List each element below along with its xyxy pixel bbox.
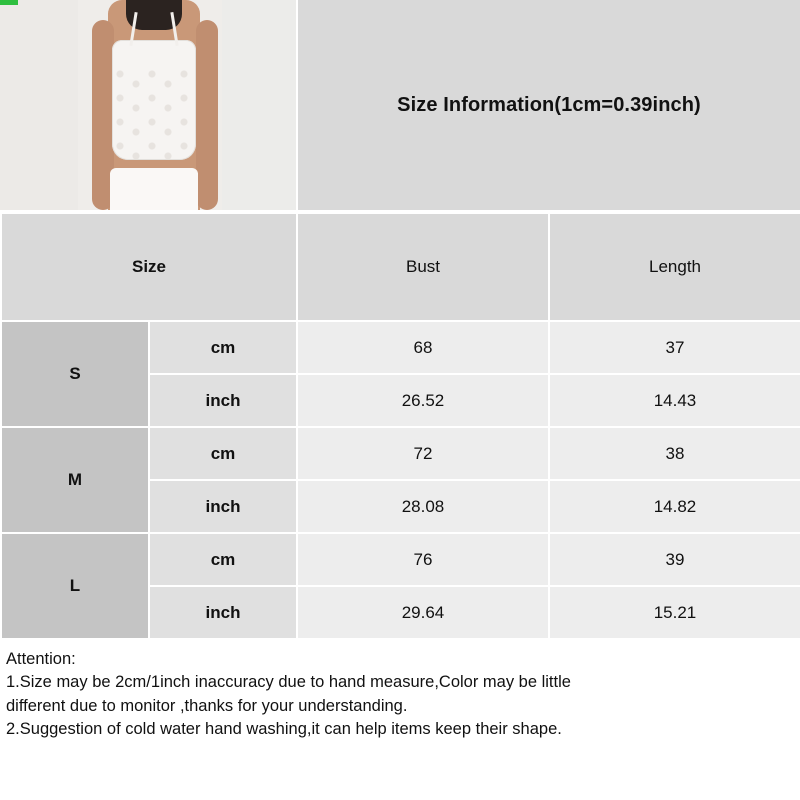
- unit-inch: inch: [149, 480, 297, 533]
- model-right-arm: [196, 20, 218, 210]
- header-size: Size: [1, 213, 297, 321]
- length-inch-m: 14.82: [549, 480, 800, 533]
- table-row: [1, 533, 800, 586]
- header-bust: Bust: [297, 213, 549, 321]
- header-length: Length: [549, 213, 800, 321]
- bust-cm-s: 68: [297, 321, 549, 374]
- bust-cm-m: 72: [297, 427, 549, 480]
- garment-camisole: [112, 40, 196, 160]
- page-title: Size Information(1cm=0.39inch): [397, 93, 701, 116]
- unit-cm: cm: [149, 427, 297, 480]
- garment-skirt: [110, 168, 198, 210]
- bust-cm-l: 76: [297, 533, 549, 586]
- attention-line-3: 2.Suggestion of cold water hand washing,it can help items keep their shape.: [6, 720, 562, 739]
- length-inch-l: 15.21: [549, 586, 800, 639]
- table-row: [1, 321, 800, 374]
- length-cm-l: 39: [549, 533, 800, 586]
- green-marker-icon: [0, 0, 18, 5]
- lace-texture: [112, 66, 196, 160]
- unit-inch: inch: [149, 586, 297, 639]
- unit-inch: inch: [149, 374, 297, 427]
- length-cm-s: 37: [549, 321, 800, 374]
- attention-block: [0, 640, 800, 742]
- photo-right-panel: [222, 0, 296, 210]
- size-label-s: S: [1, 321, 149, 427]
- size-table: [0, 212, 800, 640]
- photo-left-panel: [0, 0, 78, 210]
- attention-line-1: 1.Size may be 2cm/1inch inaccuracy due to hand measure,Color may be little: [6, 673, 571, 692]
- header-row: [0, 0, 800, 212]
- title-cell: [296, 0, 800, 210]
- attention-heading: Attention:: [6, 650, 76, 668]
- length-cm-m: 38: [549, 427, 800, 480]
- unit-cm: cm: [149, 321, 297, 374]
- size-label-m: M: [1, 427, 149, 533]
- size-label-l: L: [1, 533, 149, 639]
- unit-cm: cm: [149, 533, 297, 586]
- table-row: [1, 427, 800, 480]
- table-header-row: [1, 213, 800, 321]
- model-figure: [86, 0, 222, 210]
- product-photo: [0, 0, 296, 210]
- length-inch-s: 14.43: [549, 374, 800, 427]
- bust-inch-m: 28.08: [297, 480, 549, 533]
- bust-inch-l: 29.64: [297, 586, 549, 639]
- bust-inch-s: 26.52: [297, 374, 549, 427]
- attention-line-2: different due to monitor ,thanks for your understanding.: [6, 696, 408, 715]
